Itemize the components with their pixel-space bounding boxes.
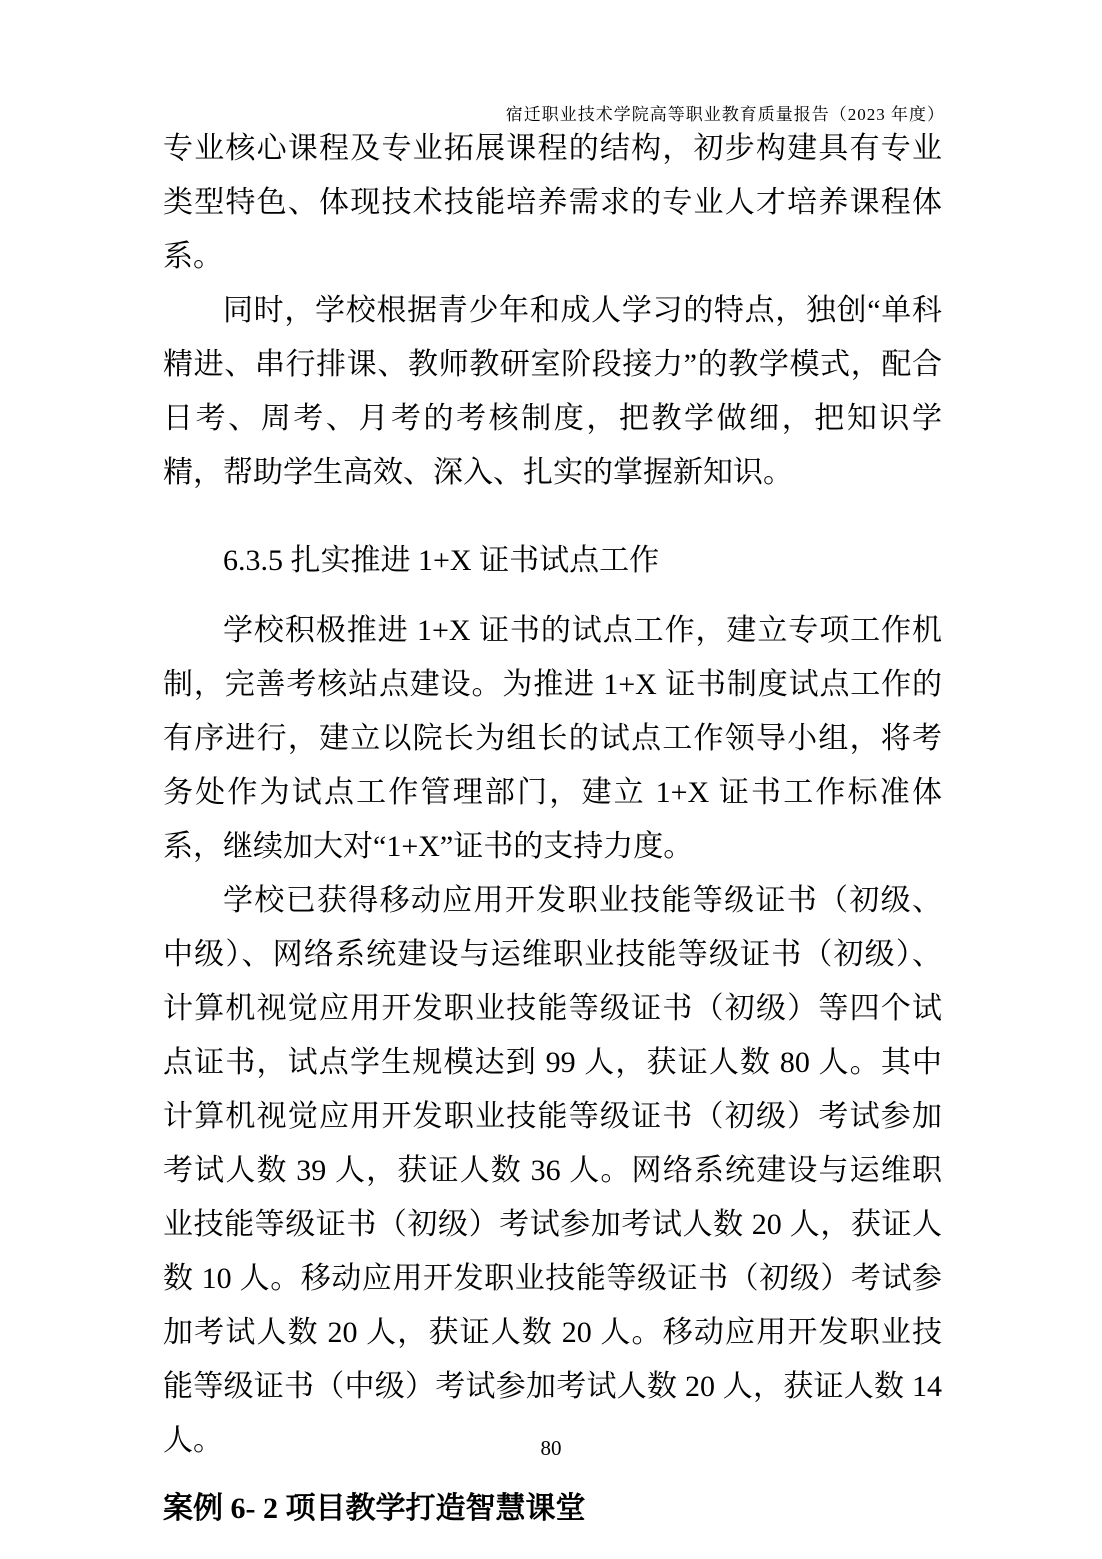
document-body bbox=[163, 122, 942, 1536]
paragraph-teaching-mode: 同时，学校根据青少年和成人学习的特点，独创“单科精进、串行排课、教师教研室阶段接力”的教学模式，配合日考、周考、月考的考核制度，把教学做细，把知识学精，帮助学生高效、深入、扎实的掌握新知识。 bbox=[163, 294, 942, 489]
paragraph-1x-results: 学校已获得移动应用开发职业技能等级证书（初级、中级）、网络系统建设与运维职业技能等级证书（初级）、计算机视觉应用开发职业技能等级证书（初级）等四个试点证书，试点学生规模达到 99 人，获证人数 80 人。其中计算机视觉应用开发职业技能等级证书（初级）考试参加考试人数 39 人，获证人数 36 人。网络系统建设与运维职业技能等级证书（初级）考试参加考试人数 20 人，获证人数 10 人。移动应用开发职业技能等级证书（初级）考试参加考试人数 20 人，获证人数 20 人。移动应用开发职业技能等级证书（中级）考试参加考试人数 20 人，获证人数 14 人。 bbox=[163, 884, 942, 1457]
section-heading-6-3-5: 6.3.5 扎实推进 1+X 证书试点工作 bbox=[223, 544, 660, 577]
paragraph-1x-mechanism: 学校积极推进 1+X 证书的试点工作，建立专项工作机制，完善考核站点建设。为推进 1+X 证书制度试点工作的有序进行，建立以院长为组长的试点工作领导小组，将考务处作为试点工作管理部门，建立 1+X 证书工作标准体系，继续加大对“1+X”证书的支持力度。 bbox=[163, 614, 942, 863]
page-number: 80 bbox=[540, 1436, 562, 1460]
paragraph-curriculum-continuation: 专业核心课程及专业拓展课程的结构，初步构建具有专业类型特色、体现技术技能培养需求的专业人才培养课程体系。 bbox=[163, 132, 942, 273]
case-heading-6-2: 案例 6- 2 项目教学打造智慧课堂 bbox=[163, 1492, 586, 1525]
report-header: 宿迁职业技术学院高等职业教育质量报告（2023 年度） bbox=[505, 105, 945, 124]
